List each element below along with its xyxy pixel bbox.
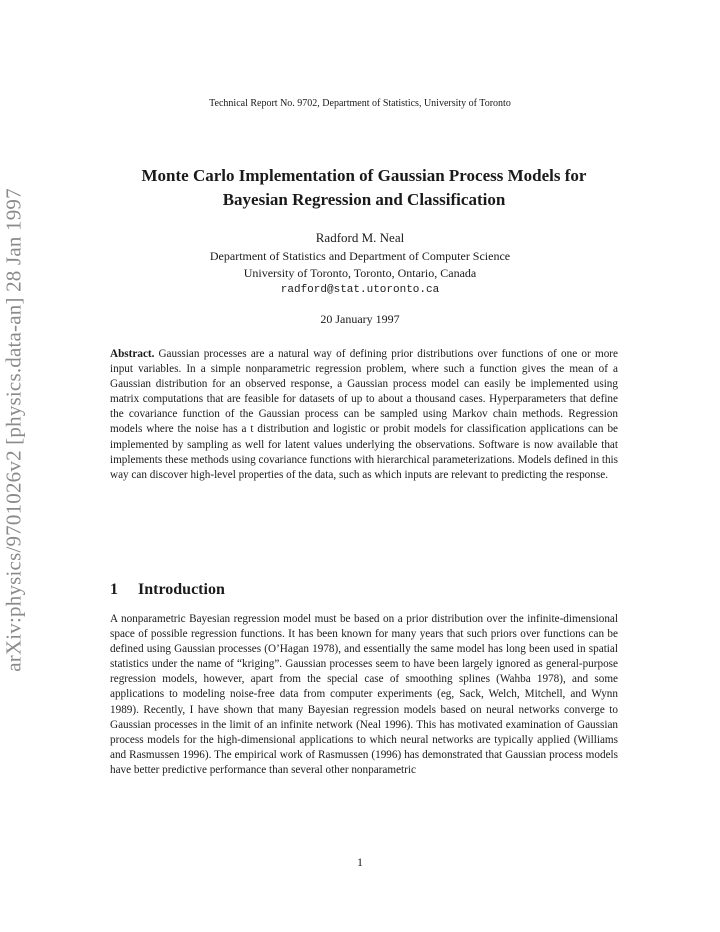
section-body: A nonparametric Bayesian regression model must be based on a prior distribution over the infinite-dimensional space of possible regression functions. It has been known for many years that such priors over functions can be defined using Gaussian processes (O’Hagan 1978), and essentially the same model has long been used in spatial statistics under the name of “kriging”. Gaussian processes seem to have been largely ignored as general-purpose regression models, however, apart from the special case of smoothing splines (Wahba 1978), and some applications to modeling noise-free data from computer experiments (eg, Sack, Welch, Mitchell, and Wynn 1989). Recently, I have shown that many Bayesian regression models based on neural networks converge to Gaussian processes in the limit of an infinite network (Neal 1996). This has motivated examination of Gaussian process models for the high-dimensional applications to which neural networks are typically applied (Williams and Rasmussen 1996). The empirical work of Rasmussen (1996) has demonstrated that Gaussian process models have better predictive performance than several other nonparametric [110, 613, 618, 776]
author-email: radford@stat.utoronto.ca [280, 284, 440, 296]
author-department: Department of Statistics and Department of Computer Science [209, 249, 511, 263]
section-number: 1 [110, 581, 118, 598]
abstract-label: Abstract. [110, 348, 155, 360]
title-line-1: Monte Carlo Implementation of Gaussian Process Models for [141, 166, 587, 185]
author-block [0, 229, 720, 299]
abstract [110, 347, 618, 483]
author-name: Radford M. Neal [315, 230, 405, 245]
paper-date: 20 January 1997 [320, 312, 400, 326]
paper-title [100, 164, 628, 212]
title-line-2: Bayesian Regression and Classification [222, 190, 506, 209]
report-header: Technical Report No. 9702, Department of Statistics, University of Toronto [209, 98, 511, 109]
abstract-text: Gaussian processes are a natural way of defining prior distributions over functions of one or more input variables. In a simple nonparametric regression problem, where such a function gives the mean of a Gaussian distribution for an observed response, a Gaussian process model can easily be implemented using matrix computations that are feasible for datasets of up to about a thousand cases. Hyperparameters that define the covariance function of the Gaussian process can be sampled using Markov chain methods. Regression models where the noise has a t distribution and logistic or probit models for classification applications can be implemented by sampling as well for latent values underlying the observations. Software is now available that implements these methods using covariance functions with hierarchical parameterizations. Models defined in this way can discover high-level properties of the data, such as which inputs are relevant to predicting the response. [110, 348, 618, 481]
arxiv-stamp-text: arXiv:physics/9701026v2 [physics.data-an] 28 Jan 1997 [1, 188, 26, 672]
author-university: University of Toronto, Toronto, Ontario, Canada [243, 266, 477, 280]
section-title: Introduction [138, 581, 225, 598]
section-heading [110, 581, 225, 599]
page-number: 1 [357, 855, 363, 869]
